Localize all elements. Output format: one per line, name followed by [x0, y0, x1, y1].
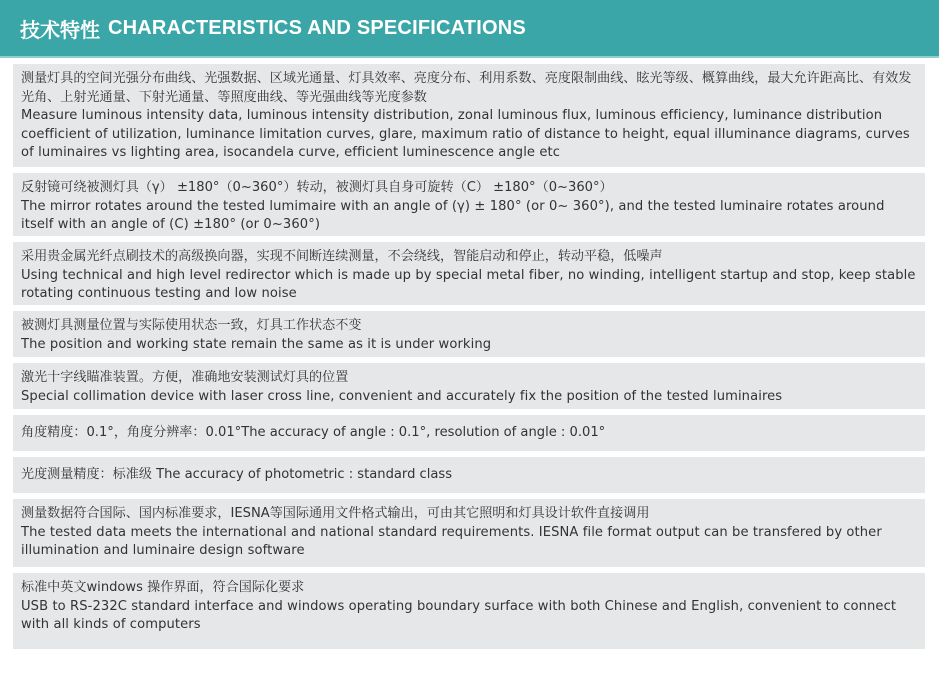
spec-row-rotation — [13, 173, 925, 236]
spec-row-angle-accuracy — [13, 415, 925, 451]
spec-row-data-standards — [13, 499, 925, 567]
spec-text-en: The mirror rotates around the tested lumimaire with an angle of (γ) ± 180° (or 0~ 360°), and the tested luminaire rotates around itself with an angle of (C) ±180° (or 0~360°) — [21, 198, 885, 232]
spec-text-cn: 被测灯具测量位置与实际使用状态一致，灯具工作状态不变 — [21, 318, 362, 333]
spec-text-en: Measure luminous intensity data, luminous intensity distribution, zonal luminous flux, luminous efficiency, luminance distribution coefficient of utilization, luminance limitation curves, glare, maximum ratio of distance to height, equal illuminance diagrams, curves of luminaires vs lighting area, isocandela curve, efficient luminescence angle etc — [21, 108, 910, 160]
title-english: CHARACTERISTICS AND SPECIFICATIONS — [108, 16, 526, 39]
section-header — [0, 0, 939, 58]
spec-text-cn: 反射镜可绕被测灯具（γ） ±180°（0~360°）转动，被测灯具自身可旋转（C） ±180°（0~360°） — [21, 180, 613, 195]
spec-text-cn: 角度精度：0.1°，角度分辨率：0.01°The accuracy of angle : 0.1°, resolution of angle : 0.01° — [21, 425, 606, 440]
spec-row-laser — [13, 363, 925, 409]
spec-row-redirector — [13, 242, 925, 305]
spec-row-interface — [13, 573, 925, 649]
spec-row-measurement — [13, 64, 925, 167]
spec-text-cn: 光度测量精度：标准级 The accuracy of photometric : standard class — [21, 467, 453, 482]
spec-text-cn: 激光十字线瞄准装置。方便，准确地安装测试灯具的位置 — [21, 370, 349, 385]
spec-text-cn: 标准中英文windows 操作界面，符合国际化要求 — [21, 580, 305, 595]
spec-text-cn: 测量数据符合国际、国内标准要求，IESNA等国际通用文件格式输出，可由其它照明和灯具设计软件直接调用 — [21, 506, 650, 521]
spec-text-en: Special collimation device with laser cross line, convenient and accurately fix the position of the tested luminaires — [21, 388, 783, 404]
spec-row-position — [13, 311, 925, 357]
spec-text-en: USB to RS-232C standard interface and windows operating boundary surface with both Chinese and English, convenient to connect with all kinds of computers — [21, 598, 897, 632]
spec-text-en: Using technical and high level redirector which is made up by special metal fiber, no winding, intelligent startup and stop, keep stable rotating continuous testing and low noise — [21, 267, 916, 301]
spec-list — [13, 64, 925, 655]
spec-text-en: The position and working state remain the same as it is under working — [21, 336, 492, 352]
spec-text-cn: 采用贵金属光纤点刷技术的高级换向器，实现不间断连续测量，不会绕线，智能启动和停止，转动平稳，低噪声 — [21, 249, 663, 264]
spec-row-photometric-accuracy — [13, 457, 925, 493]
title-chinese: 技术特性 — [20, 17, 100, 42]
spec-text-cn: 测量灯具的空间光强分布曲线、光强数据、区域光通量、灯具效率、亮度分布、利用系数、亮度限制曲线、眩光等级、概算曲线，最大允许距高比、有效发光角、上射光通量、下射光通量、等照度曲线、等光强曲线等光度参数 — [21, 71, 912, 105]
spec-text-en: The tested data meets the international and national standard requirements. IESNA file format output can be transfered by other illumination and luminaire design software — [21, 524, 882, 558]
